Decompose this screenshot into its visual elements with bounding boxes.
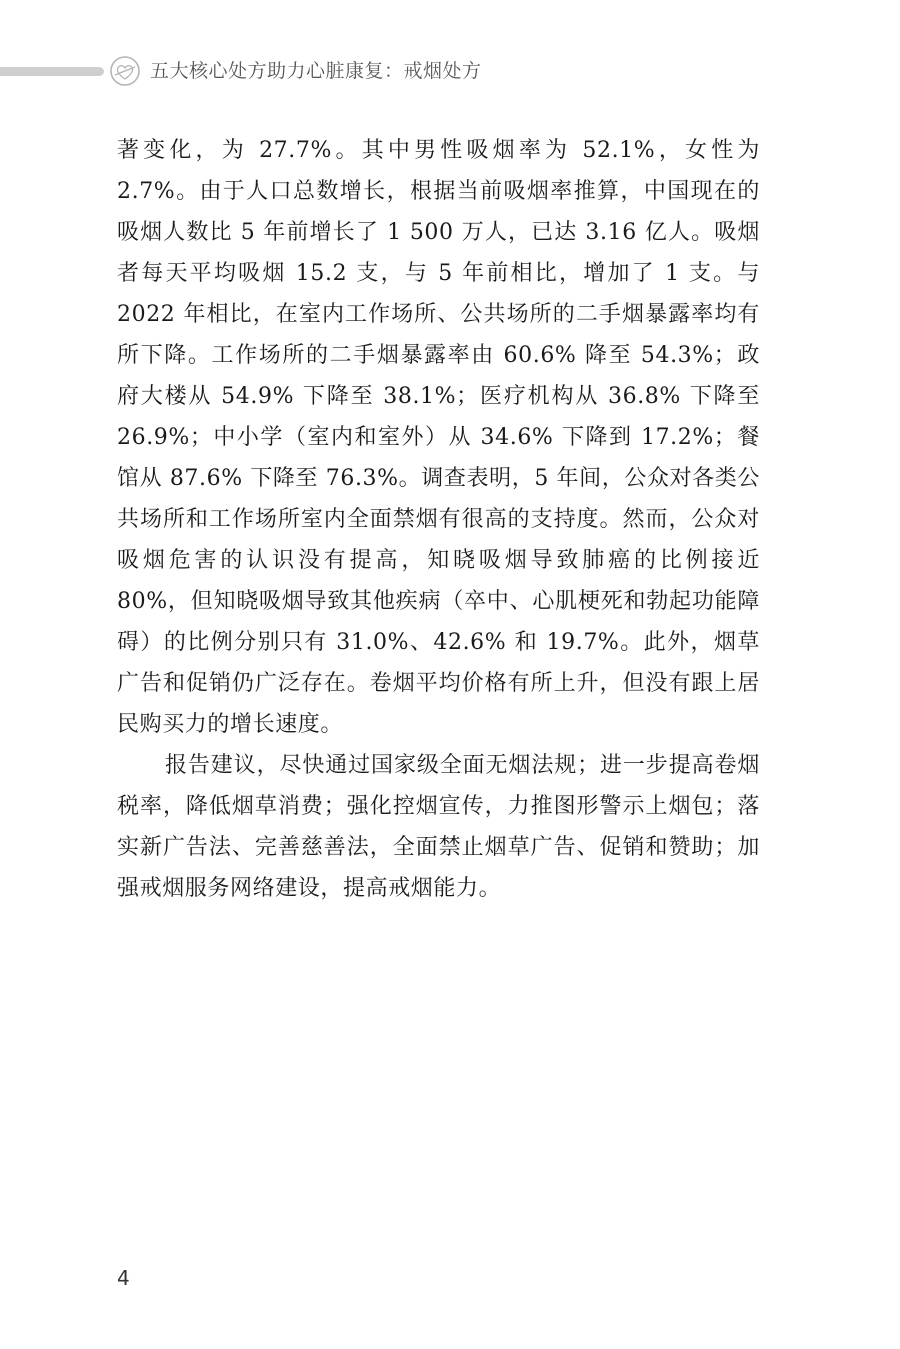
- paragraph-2: 报告建议，尽快通过国家级全面无烟法规；进一步提高卷烟税率，降低烟草消费；强化控烟宣传，力推图形警示上烟包；落实新广告法、完善慈善法，全面禁止烟草广告、促销和赞助；加强戒烟服务网络建设，提高戒烟能力。: [117, 753, 760, 901]
- header-decorative-bar: [0, 67, 104, 76]
- no-smoking-heart-icon: [109, 55, 141, 87]
- running-header-title: 五大核心处方助力心脏康复：戒烟处方: [150, 60, 482, 82]
- body-text: [117, 130, 760, 909]
- paragraph-1: 著变化，为 27.7%。其中男性吸烟率为 52.1%，女性为 2.7%。由于人口总数增长，根据当前吸烟率推算，中国现在的吸烟人数比 5 年前增长了 1 500 万人，已达 3.16 亿人。吸烟者每天平均吸烟 15.2 支，与 5 年前相比，增加了 1 支。与 2022 年相比，在室内工作场所、公共场所的二手烟暴露率均有所下降。工作场所的二手烟暴露率由 60.6% 降至 54.3%；政府大楼从 54.9% 下降至 38.1%；医疗机构从 36.8% 下降至 26.9%；中小学（室内和室外）从 34.6% 下降到 17.2%；餐馆从 87.6% 下降至 76.3%。调查表明，5 年间，公众对各类公共场所和工作场所室内全面禁烟有很高的支持度。然而，公众对吸烟危害的认识没有提高，知晓吸烟导致肺癌的比例接近 80%，但知晓吸烟导致其他疾病（卒中、心肌梗死和勃起功能障碍）的比例分别只有 31.0%、42.6% 和 19.7%。此外，烟草广告和促销仍广泛存在。卷烟平均价格有所上升，但没有跟上居民购买力的增长速度。: [117, 138, 760, 737]
- page-number: 4: [117, 1266, 130, 1290]
